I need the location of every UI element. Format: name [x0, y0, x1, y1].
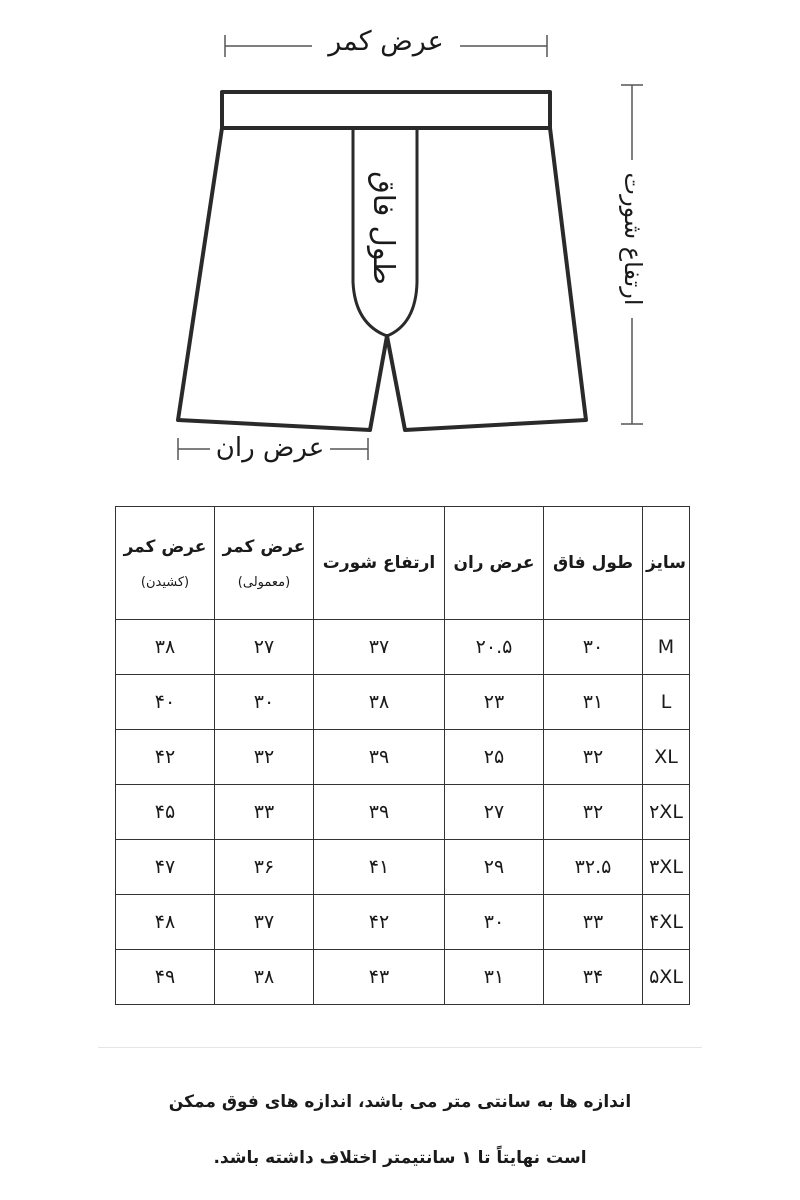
cell-size: L	[643, 675, 690, 730]
header-height: ارتفاع شورت	[314, 507, 445, 620]
cell-waist-normal: ۳۸	[215, 950, 314, 1005]
cell-rise: ۳۱	[544, 675, 643, 730]
waist-label: عرض کمر	[328, 26, 444, 57]
cell-height: ۳۷	[314, 620, 445, 675]
cell-waist-stretched: ۴۵	[116, 785, 215, 840]
cell-size: ۵XL	[643, 950, 690, 1005]
shorts-drawing	[0, 0, 800, 490]
cell-thigh: ۲۳	[445, 675, 544, 730]
cell-thigh: ۲۵	[445, 730, 544, 785]
header-thigh: عرض ران	[445, 507, 544, 620]
table-row	[116, 675, 690, 730]
rise-label: طول فاق	[367, 171, 401, 285]
cell-thigh: ۳۰	[445, 895, 544, 950]
cell-height: ۴۲	[314, 895, 445, 950]
cell-thigh: ۳۱	[445, 950, 544, 1005]
header-size: سایز	[643, 507, 690, 620]
cell-rise: ۳۲.۵	[544, 840, 643, 895]
cell-rise: ۳۳	[544, 895, 643, 950]
header-waist-normal: عرض کمر (معمولی)	[215, 507, 314, 620]
cell-waist-normal: ۳۷	[215, 895, 314, 950]
cell-rise: ۳۴	[544, 950, 643, 1005]
cell-waist-normal: ۳۳	[215, 785, 314, 840]
cell-waist-stretched: ۳۸	[116, 620, 215, 675]
table-row	[116, 785, 690, 840]
header-waist-stretched: عرض کمر (کشیدن)	[116, 507, 215, 620]
cell-rise: ۳۲	[544, 730, 643, 785]
cell-waist-stretched: ۴۲	[116, 730, 215, 785]
cell-size: ۳XL	[643, 840, 690, 895]
note-line-1: اندازه ها به سانتی متر می باشد، اندازه های فوق ممکن	[168, 1092, 632, 1112]
cell-height: ۳۸	[314, 675, 445, 730]
cell-height: ۳۹	[314, 785, 445, 840]
header-waist-normal-note: (معمولی)	[237, 574, 291, 590]
header-rise: طول فاق	[544, 507, 643, 620]
cell-thigh: ۲۷	[445, 785, 544, 840]
note-line-2: است نهایتاً تا ۱ سانتیمتر اختلاف داشته باشد.	[213, 1148, 587, 1168]
cell-waist-normal: ۳۲	[215, 730, 314, 785]
cell-height: ۴۱	[314, 840, 445, 895]
cell-waist-normal: ۳۶	[215, 840, 314, 895]
cell-size: ۴XL	[643, 895, 690, 950]
cell-rise: ۳۰	[544, 620, 643, 675]
cell-waist-normal: ۲۷	[215, 620, 314, 675]
cell-waist-stretched: ۴۹	[116, 950, 215, 1005]
cell-waist-stretched: ۴۸	[116, 895, 215, 950]
cell-waist-normal: ۳۰	[215, 675, 314, 730]
divider	[98, 1047, 702, 1048]
table-row	[116, 730, 690, 785]
cell-size: ۲XL	[643, 785, 690, 840]
cell-height: ۴۳	[314, 950, 445, 1005]
table-row	[116, 950, 690, 1005]
height-label: ارتفاع شورت	[619, 172, 647, 306]
size-table	[115, 506, 690, 1005]
table-header-row	[116, 507, 690, 620]
shorts-measurement-diagram	[0, 0, 800, 490]
cell-size: XL	[643, 730, 690, 785]
table-row	[116, 840, 690, 895]
cell-thigh: ۲۰.۵	[445, 620, 544, 675]
table-body	[116, 620, 690, 1005]
cell-waist-stretched: ۴۷	[116, 840, 215, 895]
size-note	[80, 1088, 720, 1172]
cell-height: ۳۹	[314, 730, 445, 785]
cell-rise: ۳۲	[544, 785, 643, 840]
cell-waist-stretched: ۴۰	[116, 675, 215, 730]
table-row	[116, 620, 690, 675]
cell-thigh: ۲۹	[445, 840, 544, 895]
thigh-label: عرض ران	[215, 433, 325, 463]
header-waist-stretched-note: (کشیدن)	[140, 574, 190, 590]
cell-size: M	[643, 620, 690, 675]
table-row	[116, 895, 690, 950]
